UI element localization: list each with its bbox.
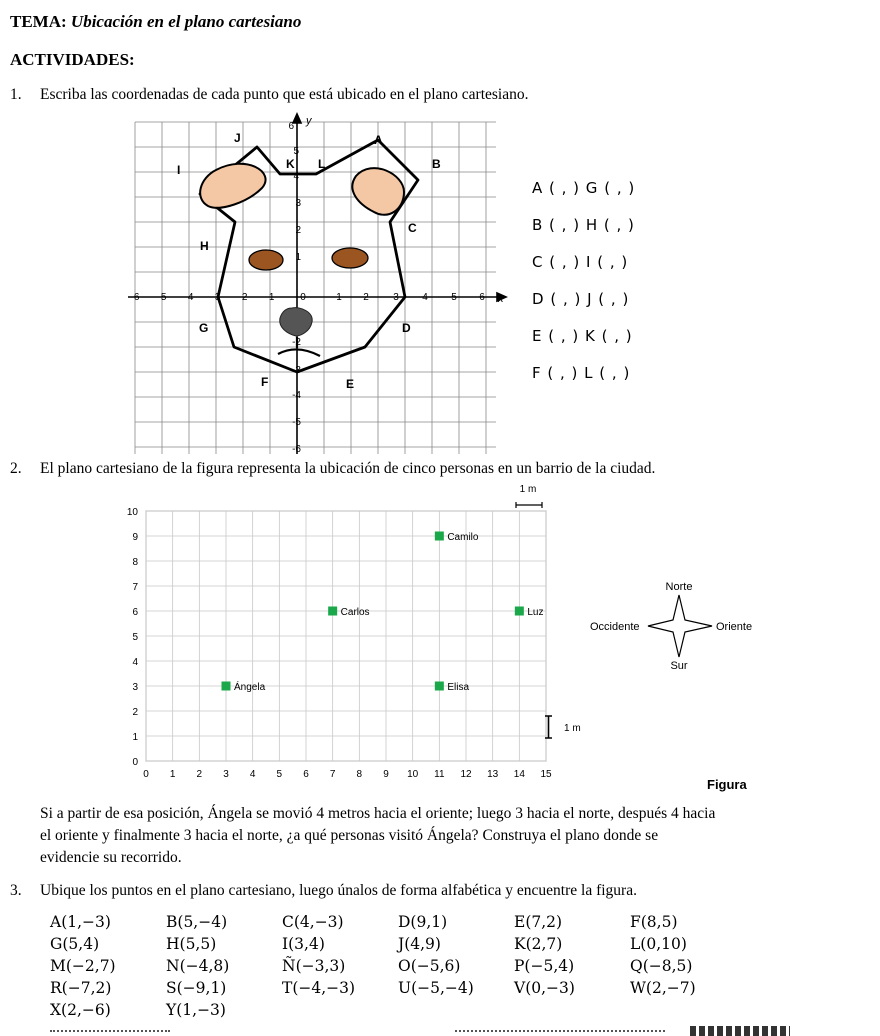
activity2-question-1: Si a partir de esa posición, Ángela se movió 4 metros hacia el oriente; luego 3 hacia el norte, después 4 hacia: [40, 805, 716, 822]
activity3-number: 3.: [10, 882, 22, 899]
figure-caption: Figura: [707, 777, 747, 792]
compass-south: Sur: [670, 660, 688, 672]
dog-ear-left: [200, 164, 265, 208]
point-item: U(−5,−4): [398, 979, 474, 997]
y-tick-labels: [288, 121, 301, 455]
x-tick-label: 8: [356, 769, 363, 780]
y-tick: 3: [295, 198, 301, 209]
point-item: O(−5,6): [398, 957, 461, 975]
x-axis-label: x: [498, 293, 504, 305]
y-tick: 5: [293, 146, 299, 157]
person-marker: [328, 607, 337, 616]
point-item: P(−5,4): [514, 957, 575, 975]
x-tick: -3: [211, 292, 221, 303]
point-label-e: E: [346, 377, 355, 391]
y-tick-label: 0: [132, 757, 138, 768]
answer-row: B ( , ) H ( , ): [532, 216, 635, 234]
point-item: L(0,10): [630, 935, 687, 953]
person-label: Camilo: [447, 532, 479, 543]
x-tick-label: 9: [383, 769, 389, 780]
point-item: I(3,4): [282, 935, 325, 953]
x-tick-label: 13: [487, 769, 499, 780]
activity3-instruction: Ubique los puntos en el plano cartesiano, luego únalos de forma alfabética y encuentre la figura.: [40, 882, 637, 899]
qr-code-fragment-icon: [690, 1026, 790, 1036]
chart-x-ticks: [143, 769, 552, 780]
activity2-question-3: evidencie su recorrido.: [40, 849, 182, 866]
activity1-number: 1.: [10, 86, 22, 103]
point-label-f: F: [261, 375, 269, 389]
answer-row: F ( , ) L ( , ): [532, 364, 631, 382]
cropped-text-fragment: [50, 1030, 170, 1035]
y-tick-label: 8: [132, 557, 138, 568]
activity1-instruction: Escriba las coordenadas de cada punto que está ubicado en el plano cartesiano.: [40, 86, 529, 103]
x-tick: 1: [336, 292, 342, 303]
y-tick-label: 1: [132, 732, 138, 743]
point-item: J(4,9): [398, 935, 441, 953]
y-tick: -4: [292, 390, 301, 401]
x-tick-label: 7: [329, 769, 336, 780]
person-marker: [222, 682, 231, 691]
point-item: Ñ(−3,3): [282, 957, 346, 975]
x-tick-label: 4: [249, 769, 256, 780]
compass-east: Oriente: [716, 621, 753, 633]
compass-rose: [590, 575, 765, 675]
topic-label: TEMA:: [10, 12, 67, 31]
point-item: K(2,7): [514, 935, 563, 953]
point-item: S(−9,1): [166, 979, 227, 997]
activity1-plane: [120, 112, 510, 462]
dog-nose: [280, 308, 312, 336]
person-label: Elisa: [447, 682, 470, 693]
point-item: C(4,−3): [282, 913, 344, 931]
point-label-h: H: [200, 239, 209, 253]
chart-points: [222, 532, 544, 694]
x-tick: 2: [363, 292, 369, 303]
point-label-j: J: [234, 131, 241, 145]
y-tick-label: 7: [132, 582, 138, 593]
answer-row: A ( , ) G ( , ): [532, 179, 636, 197]
dog-ear-right: [352, 168, 404, 215]
x-tick: -1: [265, 292, 275, 303]
scale-side-label: 1 m: [564, 723, 581, 734]
x-tick-label: 6: [303, 769, 309, 780]
x-tick-label: 10: [407, 769, 419, 780]
activity2-chart: [120, 480, 600, 785]
x-tick: -6: [130, 292, 140, 303]
y-tick: 2: [295, 225, 301, 236]
scale-top-bar: [516, 502, 542, 508]
answer-row: D ( , ) J ( , ): [532, 290, 630, 308]
point-item: Y(1,−3): [166, 1001, 226, 1019]
person-label: Ángela: [234, 682, 266, 693]
x-tick-label: 2: [196, 769, 203, 780]
point-label-k: K: [286, 157, 295, 171]
y-tick: -2: [292, 337, 301, 348]
topic-line: [10, 12, 301, 32]
point-item: A(1,−3): [50, 913, 111, 931]
y-tick-label: 4: [132, 657, 138, 668]
cropped-text-fragment: [455, 1030, 665, 1035]
point-item: M(−2,7): [50, 957, 116, 975]
point-item: D(9,1): [398, 913, 448, 931]
compass-star-icon: [648, 595, 712, 657]
y-tick: -6: [292, 444, 301, 455]
y-tick: -5: [292, 417, 301, 428]
activity2-number: 2.: [10, 460, 22, 477]
y-tick: -3: [292, 365, 301, 376]
point-item: B(5,−4): [166, 913, 228, 931]
point-label-g: G: [199, 321, 209, 335]
person-marker: [515, 607, 524, 616]
point-item: Q(−8,5): [630, 957, 693, 975]
x-tick-label: 14: [513, 769, 525, 780]
point-item: W(2,−7): [630, 979, 696, 997]
person-label: Luz: [527, 607, 544, 618]
compass-west: Occidente: [590, 621, 640, 633]
point-item: X(2,−6): [50, 1001, 111, 1019]
person-marker: [435, 682, 444, 691]
topic-title: Ubicación en el plano cartesiano: [70, 12, 302, 31]
x-tick-label: 0: [143, 769, 149, 780]
person-label: Carlos: [340, 607, 370, 618]
y-tick-label: 6: [132, 607, 138, 618]
x-tick: -5: [157, 292, 167, 303]
point-item: T(−4,−3): [282, 979, 356, 997]
activity2-question-2: el oriente y finalmente 3 hacia el norte, ¿a qué personas visitó Ángela? Construya el plano donde se: [40, 827, 659, 844]
y-tick-label: 10: [126, 507, 138, 518]
x-tick-label: 1: [169, 769, 176, 780]
person-marker: [435, 532, 444, 541]
point-item: V(0,−3): [514, 979, 575, 997]
point-label-i: I: [177, 163, 181, 177]
scale-top-label: 1 m: [519, 484, 537, 495]
x-tick: 6: [479, 292, 485, 303]
point-label-a: A: [374, 133, 383, 147]
answer-row: C ( , ) I ( , ): [532, 253, 629, 271]
point-label-d: D: [402, 321, 411, 335]
x-tick: 4: [422, 292, 428, 303]
axes: [128, 114, 506, 454]
y-tick-label: 2: [132, 707, 138, 718]
y-tick: 6: [288, 121, 294, 132]
y-tick-label: 5: [132, 632, 138, 643]
x-tick-label: 11: [434, 769, 445, 780]
point-label-l: L: [318, 157, 326, 171]
x-tick-label: 12: [460, 769, 472, 780]
point-item: R(−7,2): [50, 979, 112, 997]
point-item: F(8,5): [630, 913, 678, 931]
compass-north: Norte: [665, 581, 693, 593]
x-tick-label: 15: [540, 769, 552, 780]
chart-grid: [146, 511, 546, 761]
x-tick: 0: [300, 292, 306, 303]
activities-heading: ACTIVIDADES:: [10, 50, 135, 69]
point-label-c: C: [408, 221, 417, 235]
dog-eye-left: [249, 250, 283, 270]
point-item: N(−4,8): [166, 957, 230, 975]
dog-eye-right: [332, 248, 368, 268]
x-tick-label: 3: [223, 769, 229, 780]
chart-y-ticks: [127, 507, 139, 768]
y-axis-label: y: [306, 115, 312, 127]
point-item: G(5,4): [50, 935, 100, 953]
point-label-b: B: [432, 157, 441, 171]
answer-row: E ( , ) K ( , ): [532, 327, 633, 345]
y-tick-label: 3: [132, 682, 138, 693]
x-tick: -4: [184, 292, 194, 303]
point-item: H(5,5): [166, 935, 217, 953]
x-tick: 5: [451, 292, 457, 303]
point-item: E(7,2): [514, 913, 563, 931]
y-tick: 4: [293, 171, 299, 182]
grid-lines: [135, 122, 496, 454]
y-tick-label: 9: [132, 532, 138, 543]
activity2-instruction: El plano cartesiano de la figura representa la ubicación de cinco personas en un barrio de la ciudad.: [40, 460, 656, 477]
y-tick: 1: [295, 252, 301, 263]
x-tick: -2: [238, 292, 248, 303]
x-tick: 3: [393, 292, 399, 303]
x-tick-label: 5: [276, 769, 283, 780]
